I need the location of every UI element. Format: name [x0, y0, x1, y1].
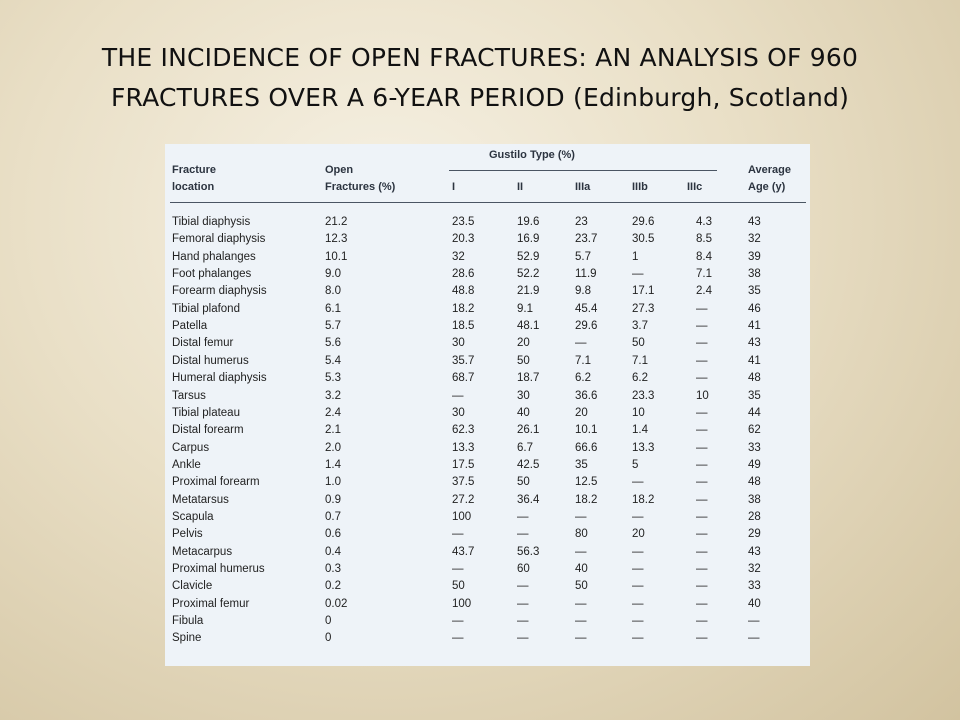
cell-t1: 13.3 [452, 441, 475, 454]
header-bottom-rule [170, 202, 806, 203]
cell-t4: — [632, 545, 644, 558]
cell-open: 0 [325, 632, 332, 645]
cell-loc: Proximal femur [172, 597, 250, 610]
cell-t3: 6.2 [575, 372, 591, 385]
cell-age: 40 [748, 597, 761, 610]
header-gustilo-group: Gustilo Type (%) [489, 149, 575, 161]
cell-age: 28 [748, 510, 761, 523]
cell-loc: Proximal forearm [172, 476, 260, 489]
cell-t1: 17.5 [452, 458, 475, 471]
cell-t2: 21.9 [517, 285, 540, 298]
cell-t4: 1.4 [632, 424, 648, 437]
cell-loc: Pelvis [172, 528, 203, 541]
cell-t4: — [632, 268, 644, 281]
cell-t1: — [452, 615, 464, 628]
table-row [165, 544, 810, 561]
cell-loc: Fibula [172, 615, 204, 628]
cell-open: 0.4 [325, 545, 341, 558]
cell-t3: 18.2 [575, 493, 598, 506]
cell-t2: 60 [517, 563, 530, 575]
cell-age: 49 [748, 458, 761, 471]
cell-t5: — [696, 354, 708, 367]
cell-age: — [748, 632, 760, 645]
cell-t4: 18.2 [632, 493, 655, 506]
cell-open: 3.2 [325, 389, 341, 402]
cell-t2: 50 [517, 476, 530, 489]
cell-loc: Tibial plateau [172, 406, 240, 419]
cell-loc: Tibial plafond [172, 302, 240, 315]
cell-t1: 37.5 [452, 476, 475, 489]
cell-open: 2.4 [325, 406, 341, 419]
fracture-table [165, 144, 810, 666]
cell-t5: — [696, 580, 708, 593]
cell-open: 5.3 [325, 372, 341, 385]
table-row [165, 630, 810, 647]
table-row [165, 492, 810, 509]
cell-t1: — [452, 632, 464, 645]
cell-t5: — [696, 493, 708, 506]
cell-t1: 30 [452, 337, 465, 350]
cell-t1: 35.7 [452, 354, 475, 367]
cell-age: 48 [748, 372, 761, 385]
cell-t1: 23.5 [452, 216, 475, 228]
cell-t2: 6.7 [517, 441, 533, 454]
cell-t3: 5.7 [575, 250, 591, 263]
cell-t2: — [517, 580, 529, 593]
cell-t3: 35 [575, 458, 588, 471]
cell-t5: — [696, 476, 708, 489]
cell-loc: Tibial diaphysis [172, 216, 251, 228]
cell-loc: Proximal humerus [172, 563, 265, 575]
cell-t2: 30 [517, 389, 530, 402]
cell-t2: 16.9 [517, 233, 540, 246]
header-location-line-1: Fracture [172, 164, 217, 176]
cell-age: 38 [748, 493, 761, 506]
table-row [165, 509, 810, 526]
header-location-line-2: location [172, 181, 215, 193]
cell-t5: — [696, 528, 708, 541]
cell-t3: 23 [575, 216, 588, 228]
cell-t3: 45.4 [575, 302, 598, 315]
cell-t1: 43.7 [452, 545, 475, 558]
cell-t3: — [575, 545, 587, 558]
cell-t5: — [696, 337, 708, 350]
cell-t4: 29.6 [632, 216, 655, 228]
header-age-line-2: Age (y) [748, 181, 786, 193]
cell-t3: 29.6 [575, 320, 598, 333]
table-row [165, 231, 810, 248]
table-row [165, 578, 810, 595]
header-type-iiic: IIIc [687, 181, 703, 193]
cell-loc: Metacarpus [172, 545, 233, 558]
table-row [165, 405, 810, 422]
cell-t2: 50 [517, 354, 530, 367]
cell-t4: 27.3 [632, 302, 655, 315]
cell-t4: 3.7 [632, 320, 648, 333]
cell-open: 5.4 [325, 354, 341, 367]
cell-t5: — [696, 632, 708, 645]
header-location [172, 162, 216, 196]
cell-age: 38 [748, 268, 761, 281]
cell-loc: Spine [172, 632, 202, 645]
cell-t1: 18.2 [452, 302, 475, 315]
cell-t1: 48.8 [452, 285, 475, 298]
cell-t4: 5 [632, 458, 639, 471]
cell-t5: — [696, 597, 708, 610]
cell-open: 21.2 [325, 216, 348, 228]
cell-t1: — [452, 528, 464, 541]
header-open-line-1: Open [325, 164, 354, 176]
cell-t5: 10 [696, 389, 709, 402]
table-row [165, 440, 810, 457]
cell-t4: 6.2 [632, 372, 648, 385]
cell-t2: — [517, 510, 529, 523]
cell-t2: 40 [517, 406, 530, 419]
cell-t3: 36.6 [575, 389, 598, 402]
cell-age: 43 [748, 337, 761, 350]
cell-loc: Carpus [172, 441, 210, 454]
cell-t2: 42.5 [517, 458, 540, 471]
cell-open: 1.0 [325, 476, 341, 489]
cell-open: 0.6 [325, 528, 341, 541]
cell-t5: 7.1 [696, 268, 712, 281]
cell-t2: 36.4 [517, 493, 540, 506]
cell-t4: 13.3 [632, 441, 655, 454]
cell-open: 0.3 [325, 563, 341, 575]
cell-t4: 7.1 [632, 354, 648, 367]
cell-t3: 66.6 [575, 441, 598, 454]
cell-t4: 23.3 [632, 389, 655, 402]
cell-loc: Femoral diaphysis [172, 233, 266, 246]
cell-t2: 56.3 [517, 545, 540, 558]
cell-age: 33 [748, 580, 761, 593]
table-row [165, 596, 810, 613]
cell-open: 2.0 [325, 441, 341, 454]
cell-t4: — [632, 476, 644, 489]
header-age-line-1: Average [748, 164, 792, 176]
header-open-fractures [325, 162, 395, 196]
cell-loc: Distal femur [172, 337, 234, 350]
cell-t5: — [696, 302, 708, 315]
cell-open: 5.6 [325, 337, 341, 350]
cell-loc: Tarsus [172, 389, 206, 402]
header-average-age [748, 162, 791, 196]
cell-t5: — [696, 615, 708, 628]
cell-t3: 7.1 [575, 354, 591, 367]
cell-loc: Distal forearm [172, 424, 244, 437]
cell-t5: 8.5 [696, 233, 712, 246]
table-row [165, 561, 810, 578]
cell-open: 2.1 [325, 424, 341, 437]
cell-t3: — [575, 632, 587, 645]
cell-t5: — [696, 441, 708, 454]
table-row [165, 353, 810, 370]
cell-t4: 20 [632, 528, 645, 541]
cell-t3: — [575, 615, 587, 628]
cell-t1: 50 [452, 580, 465, 593]
header-type-iiia: IIIa [575, 181, 591, 193]
cell-t2: 48.1 [517, 320, 540, 333]
cell-loc: Distal humerus [172, 354, 249, 367]
cell-t3: 12.5 [575, 476, 598, 489]
cell-t1: 28.6 [452, 268, 475, 281]
cell-t5: — [696, 372, 708, 385]
cell-age: 35 [748, 389, 761, 402]
cell-t4: — [632, 597, 644, 610]
cell-t4: — [632, 615, 644, 628]
cell-t3: 11.9 [575, 268, 597, 281]
cell-t5: — [696, 545, 708, 558]
cell-age: 41 [748, 320, 761, 333]
table-row [165, 318, 810, 335]
cell-t2: 52.9 [517, 250, 540, 263]
table-row [165, 266, 810, 283]
table-row [165, 388, 810, 405]
cell-t3: — [575, 597, 587, 610]
cell-open: 6.1 [325, 302, 341, 315]
cell-age: 46 [748, 302, 761, 315]
title-line-2: FRACTURES OVER A 6-YEAR PERIOD (Edinburgh, Scotland) [110, 83, 850, 112]
cell-t4: 10 [632, 406, 645, 419]
cell-t4: 50 [632, 337, 645, 350]
table-row [165, 283, 810, 300]
cell-t4: 30.5 [632, 233, 655, 246]
cell-open: 8.0 [325, 285, 341, 298]
cell-loc: Forearm diaphysis [172, 285, 267, 298]
cell-t3: 50 [575, 580, 588, 593]
table-row [165, 422, 810, 439]
header-type-i: I [452, 181, 456, 193]
cell-loc: Scapula [172, 510, 214, 523]
cell-open: 9.0 [325, 268, 341, 281]
cell-t4: — [632, 510, 644, 523]
cell-t4: — [632, 580, 644, 593]
cell-t1: 100 [452, 510, 472, 523]
cell-age: 29 [748, 528, 761, 541]
cell-age: 44 [748, 406, 761, 419]
cell-t1: 30 [452, 406, 465, 419]
table-row [165, 370, 810, 387]
cell-age: 39 [748, 250, 761, 263]
cell-t1: 18.5 [452, 320, 475, 333]
cell-t3: 23.7 [575, 233, 598, 246]
cell-loc: Patella [172, 320, 208, 333]
header-type-ii: II [517, 181, 524, 193]
cell-t1: 68.7 [452, 372, 475, 385]
cell-t2: 19.6 [517, 216, 540, 228]
cell-open: 5.7 [325, 320, 341, 333]
cell-t2: 20 [517, 337, 530, 350]
cell-loc: Foot phalanges [172, 268, 252, 281]
cell-age: — [748, 615, 760, 628]
cell-t3: 10.1 [575, 424, 598, 437]
table-row [165, 249, 810, 266]
cell-t1: 27.2 [452, 493, 475, 506]
cell-t3: — [575, 510, 587, 523]
cell-t1: 100 [452, 597, 472, 610]
cell-t2: 26.1 [517, 424, 540, 437]
cell-open: 0.02 [325, 597, 348, 610]
cell-t2: — [517, 597, 529, 610]
cell-t3: 80 [575, 528, 588, 541]
cell-t1: 32 [452, 250, 465, 263]
table-row [165, 457, 810, 474]
cell-t5: 4.3 [696, 216, 712, 228]
title-line-1: THE INCIDENCE OF OPEN FRACTURES: AN ANALYSIS OF 960 [101, 43, 859, 72]
cell-age: 43 [748, 216, 761, 228]
cell-open: 0.2 [325, 580, 341, 593]
cell-loc: Hand phalanges [172, 250, 256, 263]
cell-t2: — [517, 632, 529, 645]
cell-t5: 8.4 [696, 250, 712, 263]
cell-age: 43 [748, 545, 761, 558]
cell-open: 0.7 [325, 510, 341, 523]
gustilo-group-rule [449, 170, 717, 171]
cell-open: 0 [325, 615, 332, 628]
cell-age: 32 [748, 563, 761, 575]
table-row [165, 613, 810, 630]
cell-t1: — [452, 563, 464, 575]
cell-t4: — [632, 563, 644, 575]
cell-t4: 1 [632, 250, 639, 263]
cell-loc: Humeral diaphysis [172, 372, 267, 385]
cell-t3: 9.8 [575, 285, 591, 298]
cell-t1: 62.3 [452, 424, 475, 437]
header-type-iiib: IIIb [632, 181, 648, 193]
cell-t4: 17.1 [632, 285, 655, 298]
cell-t5: — [696, 424, 708, 437]
cell-age: 35 [748, 285, 761, 298]
cell-age: 32 [748, 233, 761, 246]
cell-t2: 9.1 [517, 302, 533, 315]
slide-title [0, 38, 960, 118]
cell-t3: 40 [575, 563, 588, 575]
cell-t2: 52.2 [517, 268, 540, 281]
table-row [165, 474, 810, 491]
cell-t1: — [452, 389, 464, 402]
cell-t2: 18.7 [517, 372, 540, 385]
cell-age: 48 [748, 476, 761, 489]
cell-t1: 20.3 [452, 233, 475, 246]
cell-t5: — [696, 320, 708, 333]
cell-t5: 2.4 [696, 285, 712, 298]
cell-loc: Ankle [172, 458, 201, 471]
cell-loc: Metatarsus [172, 493, 229, 506]
cell-t2: — [517, 615, 529, 628]
cell-open: 1.4 [325, 458, 341, 471]
cell-t3: 20 [575, 406, 588, 419]
cell-age: 62 [748, 424, 761, 437]
header-open-line-2: Fractures (%) [325, 181, 396, 193]
cell-t5: — [696, 406, 708, 419]
cell-age: 33 [748, 441, 761, 454]
cell-t3: — [575, 337, 587, 350]
cell-age: 41 [748, 354, 761, 367]
cell-open: 12.3 [325, 233, 348, 246]
cell-t5: — [696, 510, 708, 523]
table-row [165, 301, 810, 318]
table-row [165, 335, 810, 352]
cell-t5: — [696, 563, 708, 575]
table-row [165, 214, 810, 231]
cell-loc: Clavicle [172, 580, 213, 593]
cell-t2: — [517, 528, 529, 541]
cell-open: 0.9 [325, 493, 341, 506]
table-row [165, 526, 810, 543]
cell-open: 10.1 [325, 250, 348, 263]
cell-t4: — [632, 632, 644, 645]
cell-t5: — [696, 458, 708, 471]
